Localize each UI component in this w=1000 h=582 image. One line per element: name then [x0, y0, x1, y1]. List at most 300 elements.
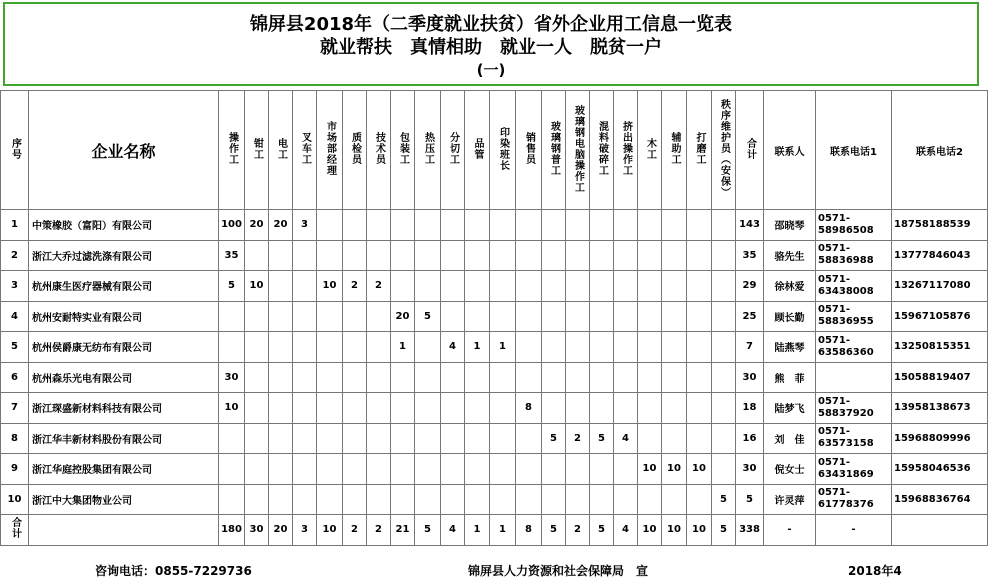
row-job-count: [441, 210, 465, 241]
header-row: [1, 91, 988, 210]
row-total: 7: [736, 332, 764, 363]
row-job-count: [542, 210, 566, 241]
row-job-count: [687, 332, 712, 363]
row-job-count: [415, 210, 441, 241]
hotline: 咨询电话：0855-7229736: [95, 564, 252, 578]
row-job-count: [516, 301, 542, 332]
row-job-count: [317, 454, 343, 485]
row-seq: 5: [1, 332, 29, 363]
row-job-count: [391, 240, 415, 271]
row-company: 杭州侯爵康无纺布有限公司: [29, 332, 219, 363]
row-company: 浙江中大集团物业公司: [29, 484, 219, 515]
row-job-count: [490, 210, 516, 241]
table-row: [1, 484, 988, 515]
row-job-count: [465, 484, 490, 515]
header-job: 印染班长: [490, 91, 516, 210]
row-job-count: [662, 423, 687, 454]
header-job: 分切工: [441, 91, 465, 210]
row-job-count: [614, 240, 638, 271]
row-job-count: [614, 210, 638, 241]
row-job-count: [516, 423, 542, 454]
row-seq: 10: [1, 484, 29, 515]
row-job-count: [687, 271, 712, 302]
table-row: [1, 271, 988, 302]
footer-date: 2018年4: [848, 564, 902, 578]
row-contact: 顾长勤: [764, 301, 816, 332]
row-job-count: [343, 454, 367, 485]
header-job: 操作工: [219, 91, 245, 210]
row-job-count: [614, 393, 638, 424]
table-row: [1, 454, 988, 485]
row-job-count: [516, 271, 542, 302]
row-job-count: [465, 301, 490, 332]
row-job-count: 10: [245, 271, 269, 302]
row-company: 杭州安耐特实业有限公司: [29, 301, 219, 332]
row-job-count: [590, 454, 614, 485]
row-company: 中策橡胶（富阳）有限公司: [29, 210, 219, 241]
row-contact: 陆梦飞: [764, 393, 816, 424]
row-job-count: [516, 210, 542, 241]
row-job-count: 8: [516, 393, 542, 424]
row-job-count: [219, 484, 245, 515]
header-job: 市场部经理: [317, 91, 343, 210]
row-job-count: 5: [219, 271, 245, 302]
row-job-count: [662, 362, 687, 393]
row-job-count: [638, 210, 662, 241]
row-job-count: [638, 240, 662, 271]
row-job-count: [441, 301, 465, 332]
sum-job-count: 10: [662, 515, 687, 546]
row-job-count: [638, 271, 662, 302]
row-job-count: [490, 362, 516, 393]
row-job-count: [516, 454, 542, 485]
row-job-count: [590, 484, 614, 515]
row-job-count: [367, 210, 391, 241]
row-job-count: [687, 393, 712, 424]
header-job: 秩序维护员（安保）: [712, 91, 736, 210]
slogan: 就业帮扶 真情相助 就业一人 脱贫一户: [320, 37, 662, 58]
header-job: 钳工: [245, 91, 269, 210]
row-company: 杭州康生医疗器械有限公司: [29, 271, 219, 302]
row-total: 5: [736, 484, 764, 515]
document-title: 锦屏县2018年（二季度就业扶贫）省外企业用工信息一览表: [249, 14, 733, 35]
row-company: 浙江琛盛新材料科技有限公司: [29, 393, 219, 424]
row-contact: 许灵萍: [764, 484, 816, 515]
row-job-count: [662, 271, 687, 302]
row-job-count: [317, 362, 343, 393]
row-job-count: [245, 301, 269, 332]
row-company: 浙江华丰新材料股份有限公司: [29, 423, 219, 454]
row-job-count: 5: [415, 301, 441, 332]
sum-row: [1, 515, 988, 546]
row-job-count: 10: [219, 393, 245, 424]
sum-job-count: 20: [269, 515, 293, 546]
row-job-count: [367, 454, 391, 485]
row-phone1: 0571-58986508: [816, 210, 892, 241]
table-row: [1, 423, 988, 454]
row-job-count: [343, 423, 367, 454]
row-job-count: [245, 393, 269, 424]
row-total: 18: [736, 393, 764, 424]
row-job-count: [269, 484, 293, 515]
sum-phone2-blank: [892, 515, 988, 546]
header-job: 木工: [638, 91, 662, 210]
row-job-count: 10: [317, 271, 343, 302]
row-phone1: 0571-63438008: [816, 271, 892, 302]
header-job: 叉车工: [293, 91, 317, 210]
row-job-count: [219, 301, 245, 332]
row-job-count: [712, 393, 736, 424]
row-phone2: 15967105876: [892, 301, 988, 332]
row-job-count: [293, 423, 317, 454]
row-job-count: [465, 423, 490, 454]
row-job-count: [542, 240, 566, 271]
row-job-count: [566, 332, 590, 363]
row-job-count: [343, 301, 367, 332]
title-banner: [3, 2, 979, 86]
row-job-count: 1: [465, 332, 490, 363]
row-job-count: [566, 484, 590, 515]
row-job-count: [391, 454, 415, 485]
row-job-count: [367, 301, 391, 332]
row-job-count: [415, 484, 441, 515]
row-contact: 徐林爱: [764, 271, 816, 302]
header-company: 企业名称: [29, 91, 219, 210]
row-job-count: 4: [614, 423, 638, 454]
row-total: 16: [736, 423, 764, 454]
row-job-count: [687, 301, 712, 332]
table-row: [1, 332, 988, 363]
row-job-count: [566, 271, 590, 302]
row-job-count: [638, 484, 662, 515]
row-job-count: [614, 484, 638, 515]
row-company: 杭州森乐光电有限公司: [29, 362, 219, 393]
row-job-count: [317, 210, 343, 241]
row-job-count: [391, 271, 415, 302]
sum-job-count: 1: [490, 515, 516, 546]
sum-company-blank: [29, 515, 219, 546]
row-job-count: [590, 393, 614, 424]
sum-job-count: 10: [687, 515, 712, 546]
row-job-count: 5: [590, 423, 614, 454]
part-number: (一): [476, 61, 506, 79]
row-phone2: 13958138673: [892, 393, 988, 424]
row-job-count: [687, 484, 712, 515]
row-job-count: [415, 393, 441, 424]
row-job-count: [542, 301, 566, 332]
row-job-count: 1: [391, 332, 415, 363]
row-job-count: [415, 332, 441, 363]
row-job-count: [441, 362, 465, 393]
row-job-count: [269, 393, 293, 424]
row-job-count: [343, 240, 367, 271]
row-job-count: [687, 240, 712, 271]
sum-job-count: 21: [391, 515, 415, 546]
row-job-count: [614, 454, 638, 485]
row-job-count: [245, 484, 269, 515]
row-job-count: [415, 362, 441, 393]
row-phone2: 13250815351: [892, 332, 988, 363]
row-job-count: [542, 484, 566, 515]
row-job-count: [590, 210, 614, 241]
row-job-count: [490, 301, 516, 332]
sum-label: 合计: [1, 515, 29, 546]
row-job-count: 20: [245, 210, 269, 241]
row-job-count: [662, 332, 687, 363]
row-job-count: [712, 423, 736, 454]
table-row: [1, 240, 988, 271]
row-job-count: [712, 454, 736, 485]
row-job-count: [712, 271, 736, 302]
row-job-count: [516, 240, 542, 271]
row-job-count: [566, 362, 590, 393]
row-job-count: [662, 240, 687, 271]
row-job-count: 4: [441, 332, 465, 363]
row-job-count: [391, 423, 415, 454]
row-job-count: 1: [490, 332, 516, 363]
row-job-count: [317, 484, 343, 515]
row-job-count: [317, 332, 343, 363]
row-job-count: [516, 484, 542, 515]
row-job-count: [367, 240, 391, 271]
row-job-count: [590, 301, 614, 332]
row-job-count: 10: [662, 454, 687, 485]
row-seq: 8: [1, 423, 29, 454]
row-job-count: 30: [219, 362, 245, 393]
row-job-count: [712, 240, 736, 271]
row-job-count: [590, 271, 614, 302]
row-job-count: [219, 454, 245, 485]
row-job-count: [712, 301, 736, 332]
row-job-count: [415, 423, 441, 454]
row-job-count: [490, 240, 516, 271]
row-job-count: [490, 393, 516, 424]
table-row: [1, 210, 988, 241]
row-contact: 陆燕琴: [764, 332, 816, 363]
row-job-count: [516, 362, 542, 393]
header-phone2: 联系电话2: [892, 91, 988, 210]
row-job-count: [269, 362, 293, 393]
row-phone2: 15968836764: [892, 484, 988, 515]
row-job-count: [566, 393, 590, 424]
row-job-count: [269, 454, 293, 485]
row-job-count: [367, 484, 391, 515]
sum-job-count: 5: [542, 515, 566, 546]
row-job-count: [269, 332, 293, 363]
row-job-count: 10: [638, 454, 662, 485]
row-job-count: [343, 484, 367, 515]
sum-job-count: 5: [712, 515, 736, 546]
row-job-count: [293, 301, 317, 332]
row-phone1: 0571-63431869: [816, 454, 892, 485]
header-job: 包装工: [391, 91, 415, 210]
sum-job-count: 2: [343, 515, 367, 546]
row-job-count: 3: [293, 210, 317, 241]
row-job-count: [614, 271, 638, 302]
row-job-count: [441, 393, 465, 424]
sum-job-count: 3: [293, 515, 317, 546]
row-total: 35: [736, 240, 764, 271]
row-job-count: [317, 301, 343, 332]
row-job-count: [367, 362, 391, 393]
row-contact: 倪女士: [764, 454, 816, 485]
row-job-count: [441, 423, 465, 454]
header-phone1: 联系电话1: [816, 91, 892, 210]
row-job-count: 35: [219, 240, 245, 271]
sum-job-count: 4: [441, 515, 465, 546]
row-job-count: [367, 393, 391, 424]
row-job-count: [441, 484, 465, 515]
row-job-count: [638, 301, 662, 332]
row-job-count: 2: [343, 271, 367, 302]
row-job-count: [367, 332, 391, 363]
row-job-count: 20: [391, 301, 415, 332]
row-job-count: [343, 210, 367, 241]
row-job-count: [293, 362, 317, 393]
header-job: 打磨工: [687, 91, 712, 210]
row-job-count: [712, 332, 736, 363]
row-job-count: 100: [219, 210, 245, 241]
table-row: [1, 362, 988, 393]
row-job-count: [638, 393, 662, 424]
row-job-count: [542, 362, 566, 393]
row-job-count: [415, 454, 441, 485]
row-job-count: [465, 393, 490, 424]
header-job: 玻璃钢普工: [542, 91, 566, 210]
row-job-count: [415, 240, 441, 271]
sum-phone1: -: [816, 515, 892, 546]
row-job-count: [490, 271, 516, 302]
sum-job-count: 10: [638, 515, 662, 546]
row-job-count: [245, 332, 269, 363]
table-row: [1, 393, 988, 424]
row-job-count: [391, 393, 415, 424]
sum-job-count: 30: [245, 515, 269, 546]
header-job: 技术员: [367, 91, 391, 210]
row-job-count: [465, 210, 490, 241]
row-job-count: [269, 423, 293, 454]
row-contact: 骆先生: [764, 240, 816, 271]
row-job-count: [465, 454, 490, 485]
row-job-count: [245, 240, 269, 271]
row-job-count: [638, 362, 662, 393]
row-job-count: [317, 240, 343, 271]
row-job-count: [293, 332, 317, 363]
table-row: [1, 301, 988, 332]
row-company: 浙江大乔过滤洗涤有限公司: [29, 240, 219, 271]
row-job-count: 5: [542, 423, 566, 454]
row-phone1: 0571-63586360: [816, 332, 892, 363]
row-job-count: [638, 332, 662, 363]
row-job-count: [293, 240, 317, 271]
row-job-count: 20: [269, 210, 293, 241]
row-job-count: 2: [367, 271, 391, 302]
row-job-count: 10: [687, 454, 712, 485]
header-job: 辅助工: [662, 91, 687, 210]
row-job-count: [566, 454, 590, 485]
row-job-count: [441, 454, 465, 485]
row-job-count: [687, 423, 712, 454]
row-total: 143: [736, 210, 764, 241]
row-job-count: [293, 454, 317, 485]
sum-job-count: 2: [566, 515, 590, 546]
sum-job-count: 1: [465, 515, 490, 546]
header-job: 电工: [269, 91, 293, 210]
job-info-table: [0, 90, 988, 546]
row-job-count: [245, 423, 269, 454]
row-job-count: [712, 210, 736, 241]
row-job-count: [269, 301, 293, 332]
row-job-count: [638, 423, 662, 454]
row-job-count: [490, 423, 516, 454]
row-total: 30: [736, 454, 764, 485]
row-seq: 2: [1, 240, 29, 271]
row-job-count: [317, 423, 343, 454]
row-job-count: [391, 362, 415, 393]
row-job-count: [269, 271, 293, 302]
sum-job-count: 5: [590, 515, 614, 546]
row-job-count: [542, 454, 566, 485]
row-seq: 6: [1, 362, 29, 393]
publisher: 锦屏县人力资源和社会保障局 宣: [468, 564, 649, 578]
row-seq: 9: [1, 454, 29, 485]
row-job-count: [566, 240, 590, 271]
row-job-count: [614, 362, 638, 393]
row-phone1: 0571-58837920: [816, 393, 892, 424]
sum-job-count: 8: [516, 515, 542, 546]
row-job-count: [465, 271, 490, 302]
row-job-count: [590, 240, 614, 271]
row-job-count: [490, 484, 516, 515]
row-job-count: [343, 393, 367, 424]
row-contact: 邵晓琴: [764, 210, 816, 241]
row-job-count: [662, 484, 687, 515]
row-job-count: [219, 423, 245, 454]
row-job-count: [542, 332, 566, 363]
row-job-count: [614, 332, 638, 363]
row-job-count: [293, 393, 317, 424]
row-job-count: [712, 362, 736, 393]
row-phone2: 15058819407: [892, 362, 988, 393]
sum-contact: -: [764, 515, 816, 546]
header-contact: 联系人: [764, 91, 816, 210]
row-job-count: 5: [712, 484, 736, 515]
row-company: 浙江华庭控股集团有限公司: [29, 454, 219, 485]
row-contact: 熊 菲: [764, 362, 816, 393]
row-job-count: [662, 210, 687, 241]
row-job-count: [465, 362, 490, 393]
row-job-count: [367, 423, 391, 454]
row-phone1: 0571-63573158: [816, 423, 892, 454]
row-phone1: 0571-61778376: [816, 484, 892, 515]
row-job-count: [391, 210, 415, 241]
row-phone2: 15968809996: [892, 423, 988, 454]
row-job-count: 2: [566, 423, 590, 454]
row-job-count: [490, 454, 516, 485]
row-total: 30: [736, 362, 764, 393]
row-job-count: [391, 484, 415, 515]
row-job-count: [415, 271, 441, 302]
row-job-count: [441, 240, 465, 271]
sum-total: 338: [736, 515, 764, 546]
row-job-count: [441, 271, 465, 302]
header-seq: 序号: [1, 91, 29, 210]
row-contact: 刘 佳: [764, 423, 816, 454]
row-phone1: 0571-58836988: [816, 240, 892, 271]
row-phone2: 18758188539: [892, 210, 988, 241]
row-job-count: [343, 332, 367, 363]
header-job: 热压工: [415, 91, 441, 210]
